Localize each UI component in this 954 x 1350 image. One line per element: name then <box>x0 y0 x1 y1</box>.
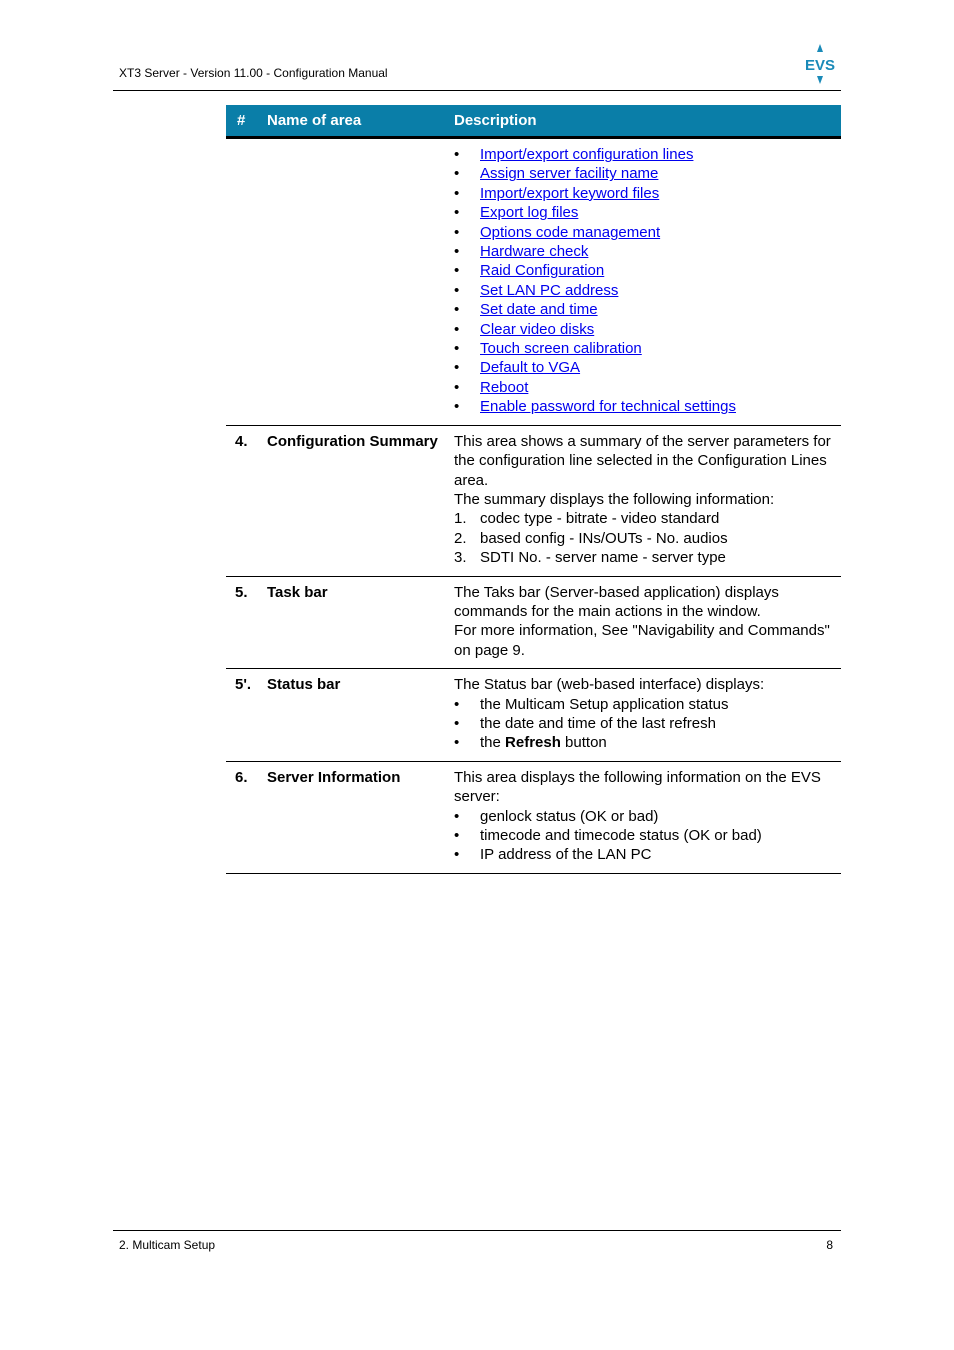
bullet-icon: • <box>454 146 460 163</box>
list-item <box>454 378 841 397</box>
list-item <box>454 261 841 280</box>
refresh-label: Refresh <box>505 734 561 752</box>
row-number: 5. <box>235 583 248 601</box>
footer-divider <box>113 1230 841 1231</box>
description-text: This area displays the following information on the EVS server: <box>454 768 821 806</box>
evs-logo-text: EVS <box>804 57 836 74</box>
bullet-icon: • <box>454 714 460 732</box>
bullet-icon: • <box>454 165 460 183</box>
topic-link[interactable]: Import/export configuration lines <box>480 146 694 163</box>
bullet-icon: • <box>454 398 460 416</box>
list-item: 1. codec type - bitrate - video standard <box>454 510 720 528</box>
topic-link[interactable]: Options code management <box>480 223 661 241</box>
table-row <box>226 425 841 576</box>
numbered-list <box>454 509 841 567</box>
list-item <box>454 397 841 416</box>
evs-logo <box>804 44 836 84</box>
column-header-name: Name of area <box>267 105 454 138</box>
list-item <box>454 203 841 222</box>
list-item <box>454 223 841 242</box>
topic-link[interactable]: Export log files <box>480 204 579 222</box>
area-name: Status bar <box>267 676 341 694</box>
bullet-icon: • <box>454 846 460 864</box>
topic-link[interactable]: Set LAN PC address <box>480 281 619 299</box>
topic-link[interactable]: Reboot <box>480 378 529 396</box>
bullet-list <box>454 807 841 865</box>
table-row <box>226 576 841 669</box>
description-cell <box>454 576 841 669</box>
row-number: 6. <box>235 768 248 786</box>
description-text: The Taks bar (Server-based application) displays commands for the main actions in the window. <box>454 583 779 620</box>
table-row <box>226 669 841 762</box>
list-item: • the date and time of the last refresh <box>454 714 716 732</box>
area-name: Server Information <box>267 768 401 786</box>
bullet-icon: • <box>454 184 460 202</box>
area-name: Task bar <box>267 583 328 601</box>
topic-link[interactable]: Touch screen calibration <box>480 340 642 358</box>
topic-link[interactable]: Enable password for technical settings <box>480 398 736 416</box>
list-item <box>454 184 841 203</box>
list-item: • timecode and timecode status (OK or bad) <box>454 827 762 844</box>
list-item <box>454 320 841 339</box>
list-item: • IP address of the LAN PC <box>454 846 652 864</box>
row-number: 4. <box>235 432 248 450</box>
table-header-row <box>226 105 841 138</box>
row-number: 5'. <box>235 676 252 694</box>
list-item <box>454 145 841 164</box>
topic-link[interactable]: Raid Configuration <box>480 262 605 280</box>
page-number: 8 <box>826 1238 833 1252</box>
bullet-icon: • <box>454 734 460 752</box>
list-item: 2. based config - INs/OUTs - No. audios <box>454 529 728 547</box>
description-cell <box>454 138 841 426</box>
area-name: Configuration Summary <box>267 432 438 450</box>
footer-section: 2. Multicam Setup <box>119 1238 216 1252</box>
bullet-icon: • <box>454 281 460 299</box>
description-text: The Status bar (web-based interface) displays: <box>454 676 765 694</box>
list-item <box>454 339 841 358</box>
list-item: • the Refresh button <box>454 734 607 752</box>
list-item: • genlock status (OK or bad) <box>454 807 659 825</box>
list-item: • the Multicam Setup application status <box>454 695 729 713</box>
topic-link[interactable]: Default to VGA <box>480 359 581 377</box>
table-row <box>226 138 841 426</box>
header-divider <box>113 90 841 91</box>
list-item: 3. SDTI No. - server name - server type <box>454 549 726 567</box>
bullet-list <box>454 695 841 753</box>
list-item <box>454 164 841 183</box>
bullet-icon: • <box>454 262 460 280</box>
bullet-icon: • <box>454 243 460 261</box>
bullet-icon: • <box>454 301 460 319</box>
description-text: The summary displays the following information: <box>454 490 775 508</box>
column-header-number: # <box>226 105 267 138</box>
description-cell <box>454 425 841 576</box>
bullet-icon: • <box>454 378 460 396</box>
areas-table <box>226 105 841 874</box>
table-row <box>226 761 841 873</box>
topic-link[interactable]: Set date and time <box>480 301 598 319</box>
topic-link[interactable]: Hardware check <box>480 243 589 261</box>
list-item <box>454 242 841 261</box>
running-header-title: XT3 Server - Version 11.00 - Configuration Manual <box>119 66 388 80</box>
bullet-icon: • <box>454 223 460 241</box>
description-text: This area shows a summary of the server parameters for the configuration line selected in the Configuration Lines area. <box>454 432 831 489</box>
list-item <box>454 300 841 319</box>
description-cell <box>454 669 841 762</box>
bullet-icon: • <box>454 695 460 713</box>
description-text: For more information, See "Navigability and Commands" on page 9. <box>454 622 830 659</box>
bullet-icon: • <box>454 807 460 825</box>
link-list <box>454 145 841 417</box>
column-header-description: Description <box>454 105 841 138</box>
list-item <box>454 358 841 377</box>
bullet-icon: • <box>454 827 460 844</box>
description-cell <box>454 761 841 873</box>
bullet-icon: • <box>454 204 460 222</box>
bullet-icon: • <box>454 340 460 358</box>
list-item <box>454 281 841 300</box>
topic-link[interactable]: Clear video disks <box>480 320 595 338</box>
bullet-icon: • <box>454 320 460 338</box>
bullet-icon: • <box>454 359 460 377</box>
topic-link[interactable]: Import/export keyword files <box>480 184 660 202</box>
topic-link[interactable]: Assign server facility name <box>480 165 659 183</box>
